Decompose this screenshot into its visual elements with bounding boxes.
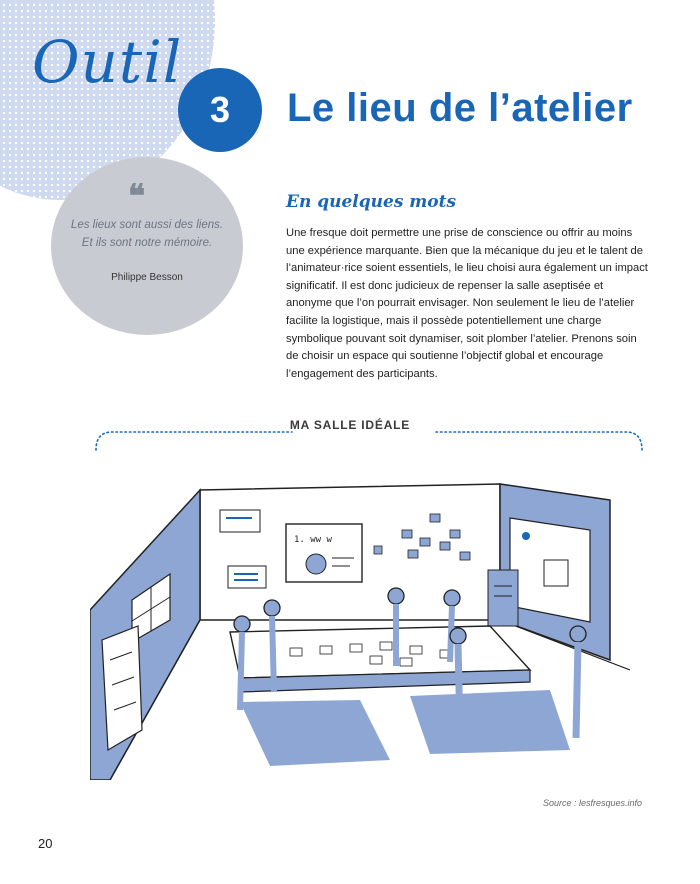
figure-label: MA SALLE IDÉALE	[289, 418, 411, 432]
figure-source: Source : lesfresques.info	[542, 798, 642, 808]
tool-number-badge	[178, 68, 262, 152]
wall-note	[228, 566, 266, 588]
quote-text: Les lieux sont aussi des liens. Et ils sont notre mémoire.	[70, 219, 224, 249]
wall-note	[220, 510, 260, 532]
summary-paragraph: Une fresque doit permettre une prise de conscience ou offrir au moins une expérience marquante. Bien que la mécanique du jeu et le talent de l’animateur·rice soient essentiels, le lieu choisi aura également un impact significatif. Il est donc judicieux de repenser la salle aseptisée et anonyme que l’on pourrait envisager. Non seulement le lieu de l’atelier facilite la logistique, mais il possède potentiellement une charge symbolique pouvant soit dynamiser, soit plomber l’atelier. Prenons soin de choisir un espace qui soutienne l’objectif global et encourage l’engagement des participants.	[286, 227, 648, 380]
left-poster	[102, 626, 142, 750]
flipchart	[488, 570, 518, 626]
tool-word: Outil	[32, 28, 183, 96]
section-heading: En quelques mots	[286, 192, 457, 212]
ideal-room-illustration	[90, 470, 630, 780]
quote-mark-icon: ❝	[128, 177, 146, 215]
page-number: 20	[38, 836, 53, 851]
board-text: 1. ww w	[294, 535, 332, 545]
floor-shadows	[240, 690, 570, 766]
tool-number: 3	[209, 89, 231, 130]
globe-icon	[306, 554, 326, 574]
presentation-board	[286, 524, 362, 582]
page-title: Le lieu de l’atelier	[287, 86, 633, 130]
quote-author: Philippe Besson	[111, 272, 183, 283]
